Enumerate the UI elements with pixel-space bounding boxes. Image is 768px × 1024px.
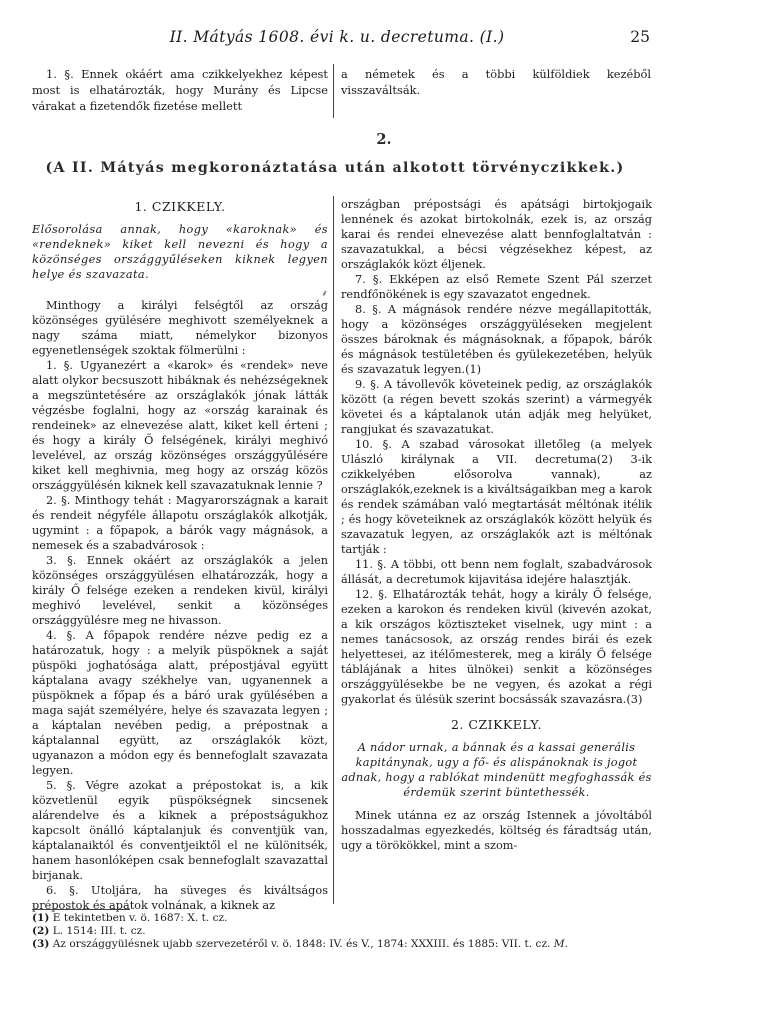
right-paragraph: országban prépostsági és apátsági birtokjogaik lennének és azokat birtokolnák, ezek is, az ország karai és rendei elnevezése alatt bennfoglaltatván : szavazatukkal, a bécsi végzésekhez képest, az országlakók közt éljenek.	[341, 198, 652, 271]
left-paragraph: 5. §. Végre azokat a prépostokat is, a kik közvetlenül egyik püspökségnek sincsenek alárendelve és a kiknek a prépostságukhoz kapcsolt önálló káptalanjuk és conventjük van, káptalanaiktól és conventjeiktől el ne különitsék, hanem hasonlóképen csak bennefoglalt szavazattal birjanak.	[32, 779, 328, 882]
corner-mark: ⸙	[321, 289, 328, 299]
right-paragraph: 10. §. A szabad városokat illetőleg (a melyek Ulászló királynak a VII. decretuma(2) 3-ik czikkelyében elősorolva vannak), az országlakók,ezeknek is a kiváltságaikban meg a karok és rendek számában való megtartását méltónak itélik ; és hogy követeiknek az országlakók között helyük és szavazatuk legyen, az országlakók azt is méltónak tartják :	[341, 438, 652, 556]
right-paragraph: Minek utánna ez az ország Istennek a jóvoltából hosszadalmas egyezkedés, költség és fáradtság után, ugy a törökökkel, mint a szom-	[341, 809, 652, 852]
right-paragraph: 7. §. Ekképen az első Remete Szent Pál szerzet rendfőnökének is egy szavazatot engednek.	[341, 273, 652, 301]
right-column	[341, 197, 652, 853]
top-left-paragraph: 1. §. Ennek okáért ama czikkelyekhez képest most is elhatározták, hogy Murány és Lipcse várakat a fizetendők fizetése mellett	[32, 67, 328, 113]
left-paragraph: 1. §. Ugyanezért a «karok» és «rendek» neve alatt olykor becsuszott hibáknak és nehézségeknek a megszüntetésére az országlakók jónak látták végzésbe foglalni, hogy az «ország karainak és rendeinek» az elnevezése alatt, kiket kell érteni ; és hogy a király Ő felségének, királyi meghivó levelével, az ország közönséges országgyűlésére kiket kell meghivnia, meg hogy az ország közös országgyülésén kiknek kell szavazatuknak lennie ?	[32, 359, 328, 492]
running-title: II. Mátyás 1608. évi k. u. decretuma. (I.)	[169, 28, 505, 46]
left-paragraph: 3. §. Ennek okáért az országlakók a jelen közönséges országgyülésen elhatározzák, hogy a király Ő felsége ezeken a rendeken kivül, királyi meghivó levelével, senkit a közönséges országgyülésre meg ne hivasson.	[32, 554, 328, 627]
left-column	[32, 197, 328, 913]
left-paragraph: 6. §. Utoljára, ha süveges és kiváltságos prépostok és apátok volnának, a kiknek az	[32, 884, 328, 912]
column-separator-main	[333, 196, 334, 904]
chapter-1-heading: 1. CZIKKELY.	[134, 199, 226, 214]
right-paragraph: 9. §. A távollevők követeinek pedig, az országlakók között (a régen bevett szokás szerint) a vármegyék követei és a káptalanok után adják meg helyüket, rangjukat és szavazatukat.	[341, 378, 652, 436]
top-right-text	[341, 66, 651, 98]
page-header	[22, 28, 652, 52]
footnote-1: (1) E tekintetben v. ö. 1687: X. t. cz.	[32, 912, 228, 924]
right-paragraph: 12. §. Elhatározták tehát, hogy a király Ő felsége, ezeken a karokon és rendeken kivül (kivevén azokat, a kik országos köztiszteket viselnek, ugy mint : a nemes tanácsosok, az ország rendes birái és ezek helyettesei, az itélőmesterek, meg a király Ő felsége táblájának a hites ülnökei) senkit a közönséges országgyülésekbe be ne vegyen, és azokat a régi gyakorlat és ülésük szerint bocsássák szavazásra.(3)	[341, 588, 652, 706]
part-title: (A II. Mátyás megkoronáztatása után alkotott törvényczikkek.)	[45, 160, 625, 176]
left-paragraph: Minthogy a királyi felségtől az ország közönséges gyülésére meghivott személyeknek a nagy száma miatt, némelykor bizonyos egyenetlenségek szoktak fölmerülni :	[32, 299, 328, 357]
footnotes	[32, 912, 657, 951]
column-separator-top	[333, 64, 334, 118]
footnote-2: (2) L. 1514: III. t. cz.	[32, 925, 146, 937]
chapter-1-summary: Elősorolása annak, hogy «karoknak» és «rendeknek» kiket kell nevezni és hogy a közönséges országgyűléseken kiknek legyen helye és szavazata.	[32, 223, 328, 281]
right-paragraph: 11. §. A többi, ott benn nem foglalt, szabadvárosok állását, a decretumok kijavitása idejére halasztják.	[341, 558, 652, 586]
footnote-3: (3) Az országgyülésnek ujabb szervezetéről v. ö. 1848: IV. és V., 1874: XXXIII. és 1885: VII. t. cz. M.	[32, 938, 568, 950]
page-number: 25	[630, 28, 650, 46]
chapter-2-heading: 2. CZIKKELY.	[450, 717, 542, 732]
footnote-rule	[32, 909, 130, 910]
right-paragraph: 8. §. A mágnások rendére nézve megállapitották, hogy a közönséges országgyüléseken megjelent összes bároknak és mágnásoknak, a főpapok, bárók és mágnások testületében és gyülekezetében, helyük és szavazatuk legyen.(1)	[341, 303, 652, 376]
left-paragraph: 4. §. A főpapok rendére nézve pedig ez a határozatuk, hogy : a melyik püspöknek a saját püspöki joghatósága alatt, prépostjával együtt káptalana avagy székhelye van, ugyanennek a püspöknek a főpap és a báró urak gyülésében a maga saját személyére, helye és szavazata legyen ; a káptalan nevében pedig, a prépostnak a káptalannal együtt, az országlakók közt, ugyanazon a módon egy és bennefoglalt szavazata legyen.	[32, 629, 328, 777]
chapter-2-summary: A nádor urnak, a bánnak és a kassai generális kapitánynak, ugy a fő- és alispánoknak is jogot adnak, hogy a rablókat mindenütt megfoghassák és érdemük szerint büntethessék.	[341, 741, 652, 799]
top-left-text	[32, 66, 328, 114]
part-number: 2.	[376, 131, 392, 148]
top-right-paragraph: a németek és a többi külföldiek kezéből visszaváltsák.	[341, 67, 651, 97]
left-paragraph: 2. §. Minthogy tehát : Magyarországnak a karait és rendeit négyféle állapotu országlakók alkotják, ugymint : a főpapok, a bárók vagy mágnások, a nemesek és a szabadvárosok :	[32, 494, 328, 552]
footnote-signature: M.	[553, 938, 568, 950]
